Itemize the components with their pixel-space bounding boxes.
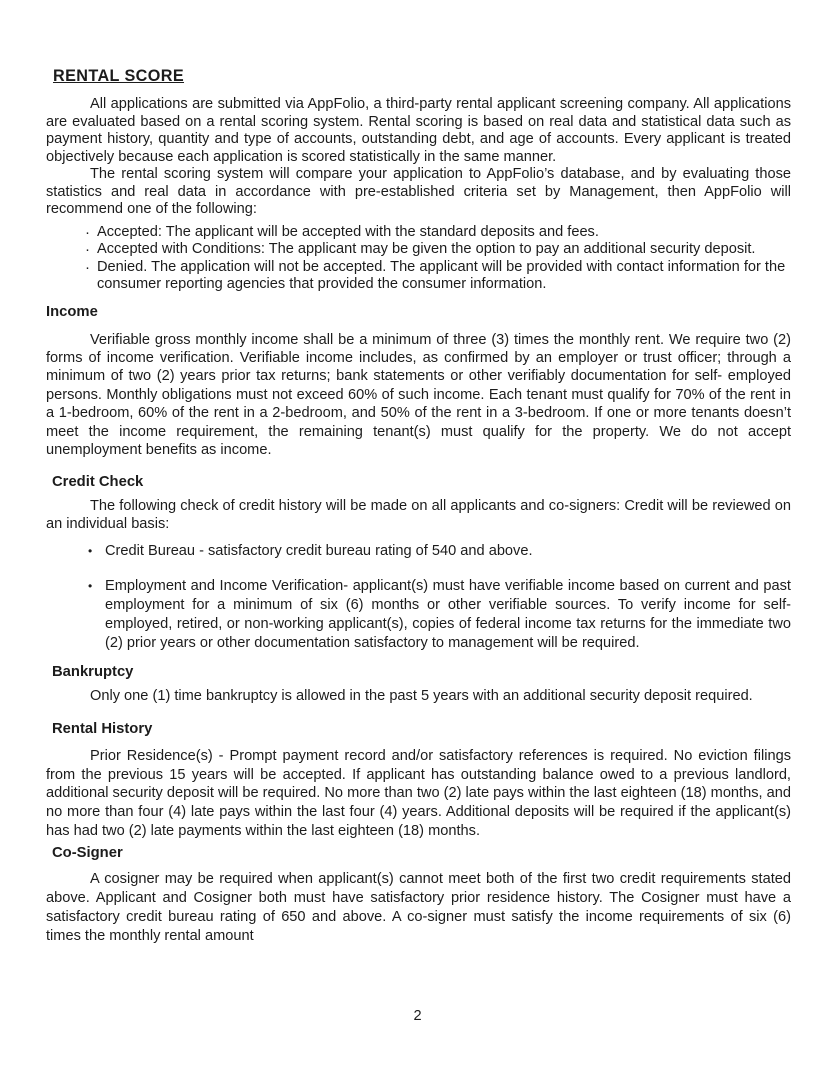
bullet-icon: · bbox=[85, 241, 90, 258]
recommendation-denied: Denied. The application will not be accepted. The applicant will be provided with contact information for the consumer reporting agencies that provided the consumer information. bbox=[97, 258, 786, 292]
bullet-icon: • bbox=[88, 544, 93, 559]
income-heading: Income bbox=[46, 303, 98, 320]
co-signer-heading: Co-Signer bbox=[52, 844, 123, 861]
rental-history-heading: Rental History bbox=[52, 720, 153, 737]
credit-check-paragraph: The following check of credit history will be made on all applicants and co-signers: Credit will be reviewed on an individual basis: bbox=[46, 498, 791, 532]
bankruptcy-paragraph: Only one (1) time bankruptcy is allowed in the past 5 years with an additional security deposit required. bbox=[90, 688, 753, 705]
rental-history-paragraph: Prior Residence(s) - Prompt payment record and/or satisfactory references is required. No eviction filings from the previous 15 years will be accepted. If applicant has outstanding balance owed to a previous landlord, additional security deposit will be required. No more than two (2) late pays within the last eighteen (18) months, and no more than four (4) late pays within the last four (4) years. Additional deposits will be required if the applicant(s) has had two (2) late payments within the last eighteen (18) months. bbox=[46, 747, 791, 840]
page-number: 2 bbox=[413, 1008, 422, 1024]
list-item bbox=[85, 259, 791, 294]
credit-requirements-list bbox=[88, 542, 791, 652]
bullet-icon: · bbox=[85, 223, 90, 241]
credit-check-heading: Credit Check bbox=[52, 474, 144, 491]
list-item bbox=[88, 577, 791, 652]
list-item bbox=[88, 542, 791, 561]
co-signer-paragraph: A cosigner may be required when applicant(s) cannot meet both of the first two credit requirements stated above. Applicant and Cosigner both must have satisfactory prior residence history. The Cosigner must have a satisfactory credit bureau rating of 650 and above. A co-signer must satisfy the income requirements of six (6) times the monthly rental amount bbox=[46, 870, 791, 944]
page-title: RENTAL SCORE bbox=[53, 67, 185, 85]
bankruptcy-heading: Bankruptcy bbox=[52, 664, 134, 681]
intro-paragraph-2: The rental scoring system will compare your application to AppFolio’s database, and by evaluating those statistics and real data in accordance with pre-established criteria set by Management, then AppFolio will recommend one of the following: bbox=[46, 166, 791, 217]
bullet-icon: • bbox=[88, 579, 93, 594]
intro-paragraph-1: All applications are submitted via AppFolio, a third-party rental applicant screening company. All applications are evaluated based on a rental scoring system. Rental scoring is based on real data and statistical data such as payment history, quantity and type of accounts, outstanding debt, and age of accounts. Every applicant is treated objectively because each application is scored statistically in the same manner. bbox=[46, 96, 791, 165]
credit-bureau-item: Credit Bureau - satisfactory credit bureau rating of 540 and above. bbox=[105, 543, 533, 560]
list-item bbox=[85, 224, 791, 242]
income-paragraph: Verifiable gross monthly income shall be a minimum of three (3) times the monthly rent. We require two (2) forms of income verification. Verifiable income includes, as confirmed by an employer or trust officer; through a minimum of two (2) years prior tax returns; bank statements or other verifiably documentation for self- employed persons. Monthly obligations must not exceed 60% of such income. Each tenant must qualify for 70% of the rent in a 1-bedroom, 60% of the rent in a 2-bedroom, and 50% of the rent in a 3-bedroom. If one or more tenants doesn’t meet the income requirement, the remaining tenant(s) must qualify for the property. We do not accept unemployment benefits as income. bbox=[46, 331, 791, 458]
employment-verification-item: Employment and Income Verification- applicant(s) must have verifiable income based on current and past employment for a minimum of six (6) months or other verifiable sources. To verify income for self-employed, retired, or non-working applicant(s), copies of federal income tax returns for the immediate two (2) prior years or other documentation satisfactory to management will be required. bbox=[105, 578, 791, 651]
recommendation-accepted: Accepted: The applicant will be accepted with the standard deposits and fees. bbox=[97, 223, 599, 240]
recommendation-accepted-with-conditions: Accepted with Conditions: The applicant may be given the option to pay an additional security deposit. bbox=[97, 241, 756, 257]
recommendation-list bbox=[85, 224, 791, 294]
list-item bbox=[85, 241, 791, 259]
bullet-icon: · bbox=[85, 258, 90, 276]
